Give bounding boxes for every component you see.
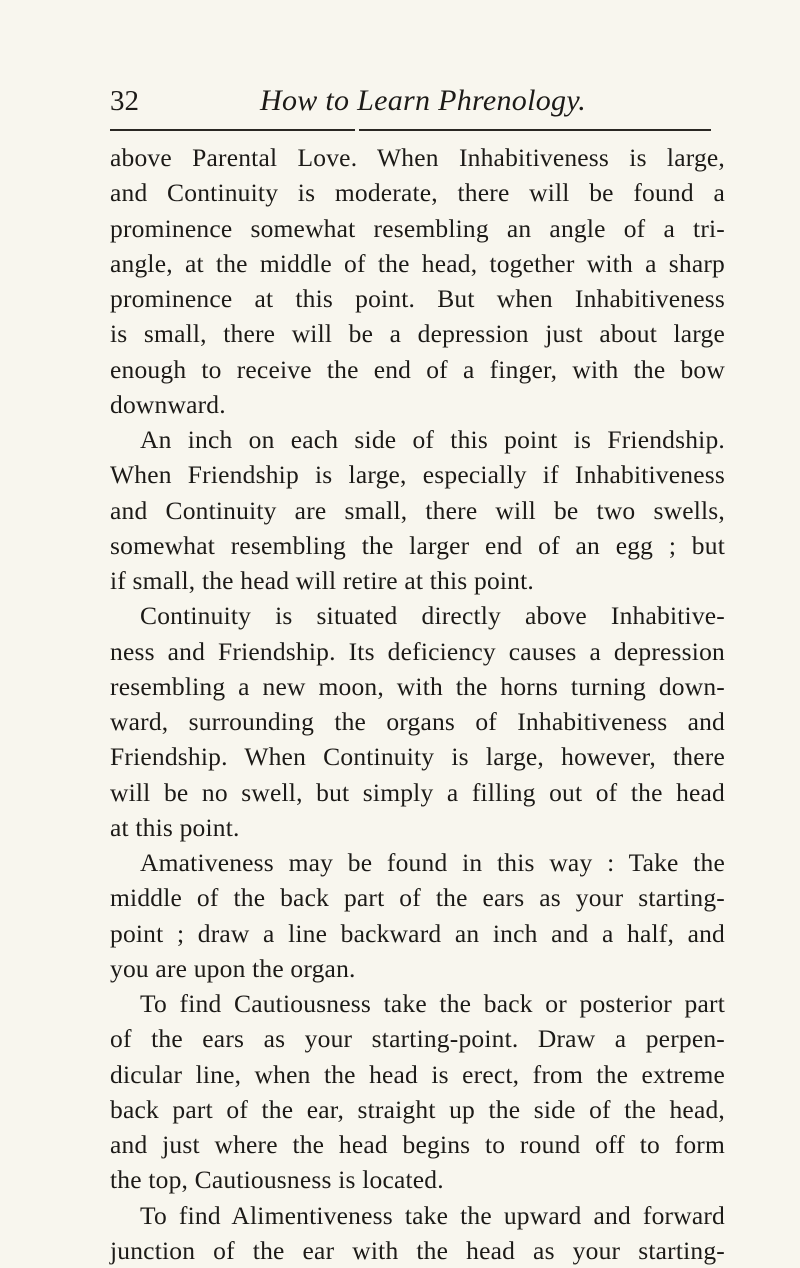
text-line: ness and Friendship. Its deficiency causes a depression: [110, 636, 725, 666]
text-line: and Continuity are small, there will be two swells,: [110, 495, 725, 525]
text-line: ward, surrounding the organs of Inhabitiveness and: [110, 707, 725, 736]
text-line: somewhat resembling the larger end of an egg ; but: [110, 530, 725, 560]
text-line: prominence somewhat resembling an angle of a tri-: [110, 213, 725, 243]
text-line: the top, Cautiousness is located.: [110, 1165, 444, 1195]
text-line: if small, the head will retire at this point.: [110, 566, 534, 595]
text-line: middle of the back part of the ears as your starting-: [110, 883, 725, 913]
text-line: back part of the ear, straight up the side of the head,: [110, 1094, 725, 1124]
header-rule: [110, 129, 711, 131]
text-line: and Continuity is moderate, there will be found a: [110, 178, 725, 208]
page-number: 32: [110, 85, 139, 117]
text-line: To find Alimentiveness take the upward and forward: [140, 1200, 725, 1230]
text-line: angle, at the middle of the head, together with a sharp: [110, 248, 725, 278]
text-line: Continuity is situated directly above Inhabitive-: [140, 601, 725, 631]
text-line: prominence at this point. But when Inhabitiveness: [110, 284, 725, 313]
text-line: dicular line, when the head is erect, from the extreme: [110, 1059, 725, 1089]
text-line: you are upon the organ.: [110, 953, 356, 983]
text-line: and just where the head begins to round off to form: [110, 1130, 725, 1159]
running-head: [110, 78, 710, 124]
text-line: resembling a new moon, with the horns turning down-: [110, 671, 725, 701]
text-line: will be no swell, but simply a filling out of the head: [110, 777, 725, 807]
header-rule-gap: [355, 128, 359, 132]
body-text: [110, 140, 725, 1268]
text-line: above Parental Love. When Inhabitiveness is large,: [110, 143, 725, 172]
text-line: point ; draw a line backward an inch and a half, and: [110, 918, 725, 948]
text-line: enough to receive the end of a finger, with the bow: [110, 354, 725, 384]
text-line: When Friendship is large, especially if Inhabitiveness: [110, 460, 725, 490]
running-title: How to Learn Phrenology.: [260, 84, 587, 117]
text-line: downward.: [110, 389, 226, 419]
text-line: is small, there will be a depression just about large: [110, 319, 725, 349]
text-line: at this point.: [110, 812, 240, 842]
text-line: junction of the ear with the head as your starting-: [110, 1235, 725, 1265]
text-line: of the ears as your starting-point. Draw a perpen-: [110, 1024, 725, 1054]
text-line: Friendship. When Continuity is large, however, there: [110, 742, 725, 772]
text-line: An inch on each side of this point is Friendship.: [140, 425, 725, 454]
text-line: To find Cautiousness take the back or posterior part: [140, 989, 725, 1018]
text-line: Amativeness may be found in this way : Take the: [140, 848, 725, 877]
